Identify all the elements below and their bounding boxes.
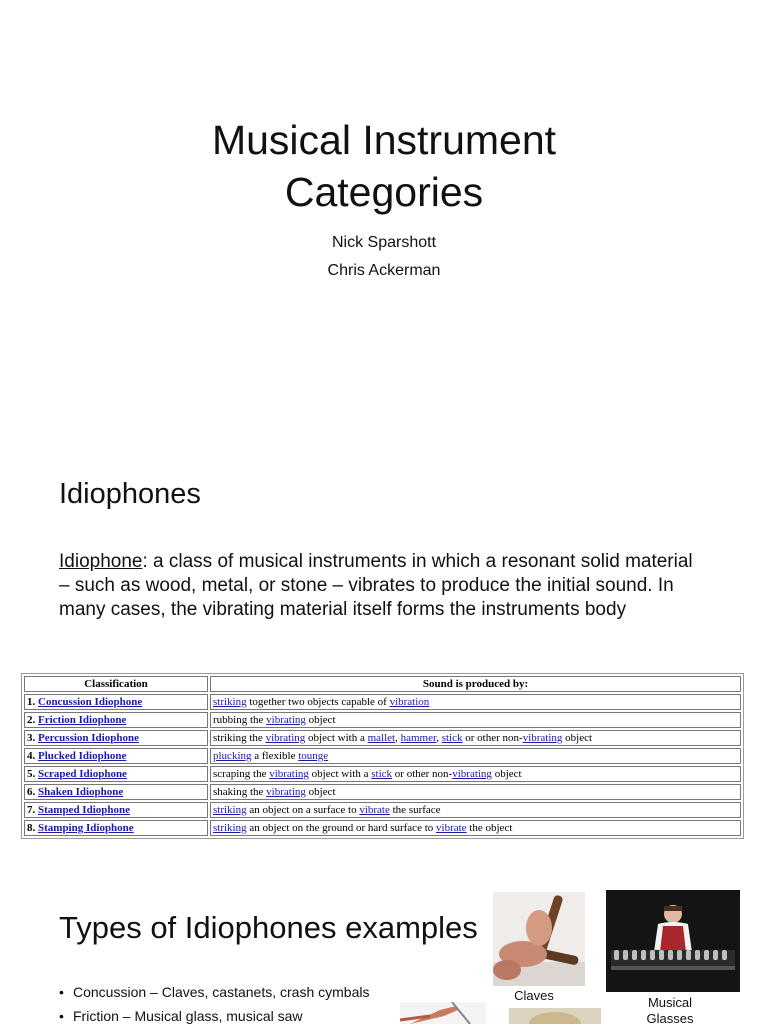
classification-link[interactable]: Shaken Idiophone [38,786,124,798]
term-link[interactable]: vibrating [265,732,306,744]
list-item: • Concussion – Claves, castanets, crash cymbals [59,982,369,1006]
claves-photo [493,892,585,986]
description-text: object [491,768,522,780]
term-link[interactable]: stick [441,732,463,744]
author-name: Chris Ackerman [327,262,441,279]
term-link[interactable]: striking [213,696,247,708]
classification-link[interactable]: Stamping Idiophone [38,822,134,834]
definition-term: Idiophone [59,551,143,572]
castanets-photo [509,1008,601,1024]
classification-link[interactable]: Percussion Idiophone [38,732,139,744]
classification-link[interactable]: Scraped Idiophone [38,768,127,780]
caption-line: Musical [647,995,693,1010]
row-number: 3. [27,732,38,744]
idiophones-slide [0,440,768,870]
classification-cell [24,730,208,746]
classification-link[interactable]: Plucked Idiophone [38,750,127,762]
column-header: Classification [24,676,208,692]
term-link[interactable]: tounge [298,750,329,762]
musical-glasses-photo [606,890,740,992]
table-row [24,694,741,710]
table-row [24,820,741,836]
term-link[interactable]: vibrating [452,768,492,780]
classification-cell [24,712,208,728]
classification-cell [24,820,208,836]
table-row [24,784,741,800]
classification-table [21,673,744,839]
term-link[interactable]: vibrate [436,822,467,834]
description-text: an object on a surface to [246,804,360,816]
slide-title-line2: Categories [284,169,484,215]
term-link[interactable]: vibration [389,696,430,708]
term-link[interactable]: vibrating [266,786,306,798]
term-link[interactable]: plucking [213,750,252,762]
description-text: , [436,732,442,744]
description-text: together two objects capable of [246,696,390,708]
slide-title-line1: Musical Instrument [211,117,557,163]
table-row [24,730,741,746]
description-cell [210,730,741,746]
description-text: or other non- [392,768,453,780]
description-text: object with a [308,768,372,780]
description-text: a flexible [251,750,299,762]
term-link[interactable]: striking [213,822,247,834]
author-name: Nick Sparshott [331,234,437,251]
table-row [24,712,741,728]
description-text: shaking the [213,786,267,798]
description-cell [210,784,741,800]
description-text: object [562,732,593,744]
claves-caption: Claves [514,988,554,1003]
slide-heading: Types of Idiophones examples [59,910,478,945]
list-item: • Friction – Musical glass, musical saw [59,1006,369,1030]
description-text: object [305,714,336,726]
classification-link[interactable]: Concussion Idiophone [38,696,143,708]
row-number: 2. [27,714,38,726]
description-text: striking the [213,732,266,744]
description-text: object with a [305,732,368,744]
description-text: rubbing the [213,714,267,726]
slide-heading: Idiophones [59,478,201,510]
row-number: 4. [27,750,38,762]
term-link[interactable]: vibrating [522,732,563,744]
title-slide [0,0,768,440]
description-cell [210,712,741,728]
musical-saw-photo [400,1002,486,1024]
row-number: 5. [27,768,38,780]
description-text: scraping the [213,768,270,780]
column-header: Sound is produced by: [210,676,741,692]
term-link[interactable]: striking [213,804,247,816]
classification-cell [24,802,208,818]
description-text: the surface [389,804,441,816]
description-text: object [305,786,336,798]
description-text: or other non- [462,732,523,744]
table-row [24,748,741,764]
row-number: 6. [27,786,38,798]
classification-cell [24,766,208,782]
classification-cell [24,694,208,710]
examples-slide [0,870,768,1024]
term-link[interactable]: stick [371,768,393,780]
example-list [59,982,369,1030]
definition-body: : a class of musical instruments in which a resonant solid material – such as wood, metal, or stone – vibrates to produce the initial sound. In many cases, the vibrating material itself forms the instruments body [59,551,693,620]
description-text: an object on the ground or hard surface to [246,822,437,834]
row-number: 7. [27,804,38,816]
slide-title [0,114,768,218]
authors [0,229,768,285]
classification-cell [24,784,208,800]
term-link[interactable]: mallet [367,732,396,744]
row-number: 1. [27,696,38,708]
description-cell [210,766,741,782]
row-number: 8. [27,822,38,834]
definition-text [59,550,699,622]
table-row [24,802,741,818]
caption-line: Glasses [646,1011,694,1026]
table-header-row [24,676,741,692]
classification-table-wrapper [21,673,744,839]
description-text: , [395,732,401,744]
term-link[interactable]: vibrating [266,714,306,726]
description-cell [210,820,741,836]
description-text: the object [466,822,513,834]
description-cell [210,748,741,764]
term-link[interactable]: vibrate [359,804,390,816]
table-row [24,766,741,782]
term-link[interactable]: vibrating [269,768,309,780]
description-cell [210,694,741,710]
classification-link[interactable]: Stamped Idiophone [38,804,131,816]
classification-cell [24,748,208,764]
description-cell [210,802,741,818]
term-link[interactable]: hammer [400,732,437,744]
musical-glasses-caption [620,995,720,1027]
classification-link[interactable]: Friction Idiophone [38,714,127,726]
